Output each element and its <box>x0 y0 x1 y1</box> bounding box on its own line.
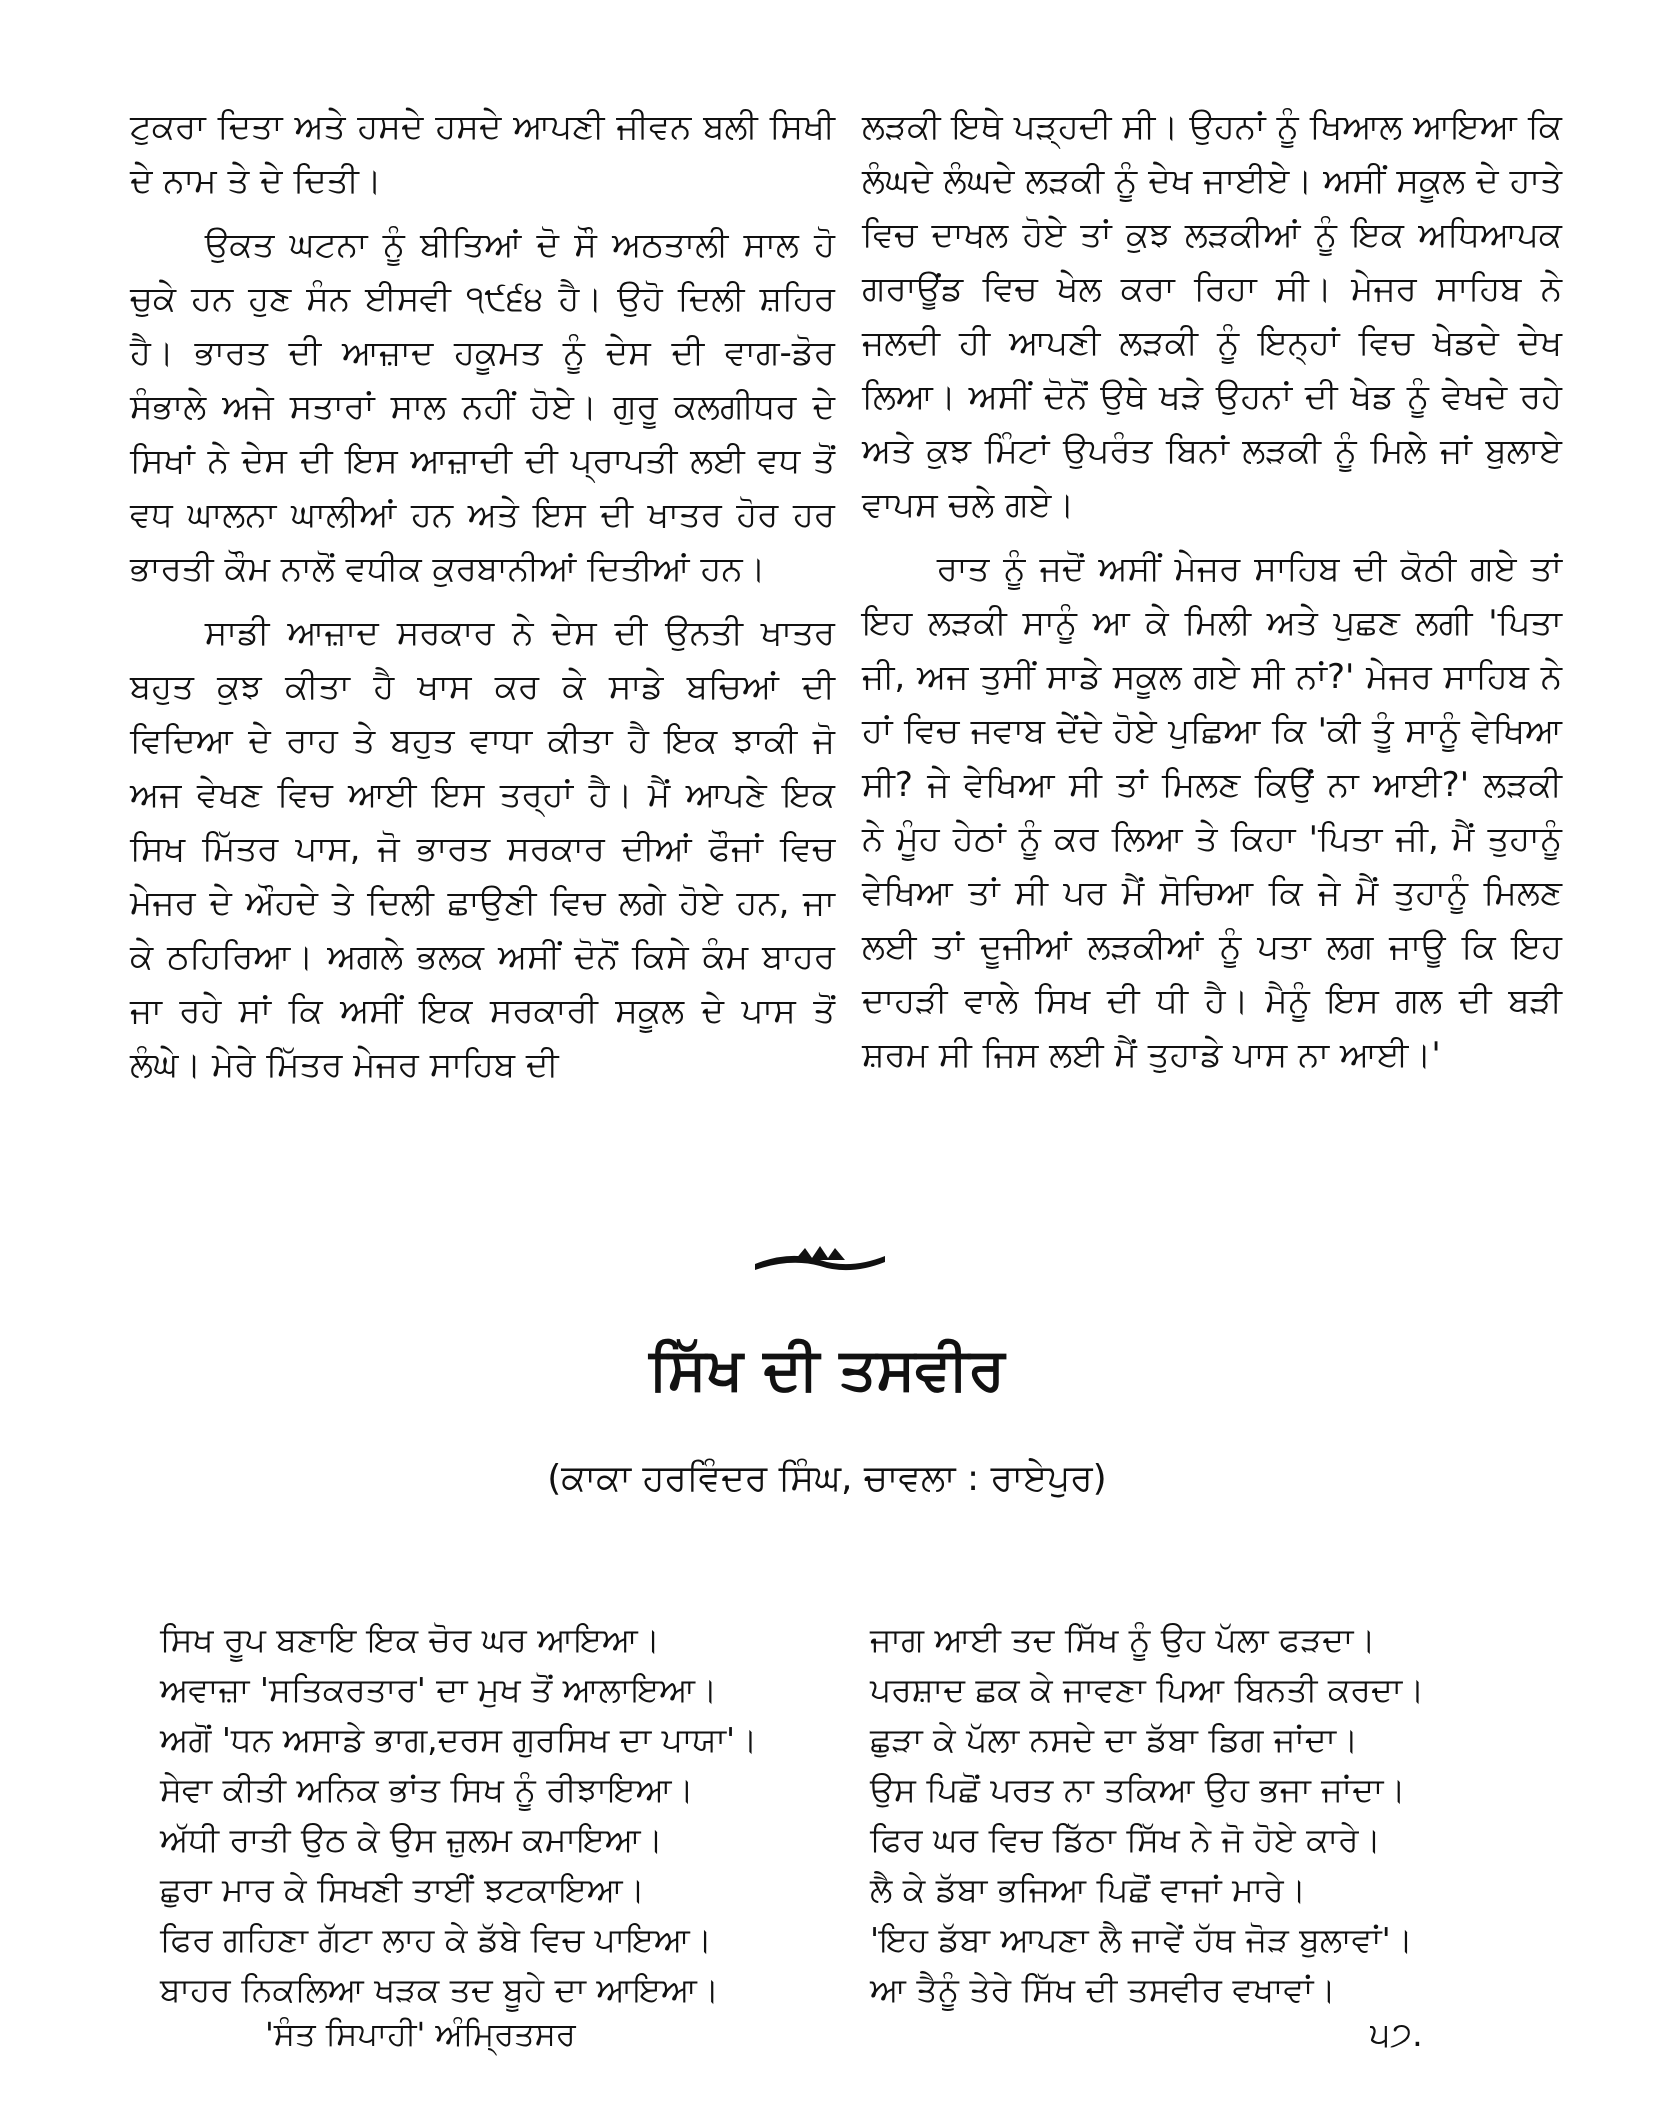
poem-line: ਫਿਰ ਗਹਿਣਾ ਗੱਟਾ ਲਾਹ ਕੇ ਡੱਬੇ ਵਿਚ ਪਾਇਆ। <box>160 1920 713 1959</box>
poem-line: ਫਿਰ ਘਰ ਵਿਚ ਡਿੱਠਾ ਸਿੱਖ ਨੇ ਜੋ ਹੋਏ ਕਾਰੇ। <box>870 1820 1381 1859</box>
poem-right-stanza <box>870 1615 1424 2015</box>
poem-line: ਬਾਹਰ ਨਿਕਲਿਆ ਖੜਕ ਤਦ ਬੂਹੇ ਦਾ ਆਇਆ। <box>160 1970 720 2009</box>
poem-line: ਛੁਰਾ ਮਾਰ ਕੇ ਸਿਖਣੀ ਤਾਈਂ ਝਟਕਾਇਆ। <box>160 1870 645 1909</box>
article-paragraph: ਸਾਡੀ ਆਜ਼ਾਦ ਸਰਕਾਰ ਨੇ ਦੇਸ ਦੀ ਉਨਤੀ ਖਾਤਰ ਬਹੁਤ ਕੁਝ ਕੀਤਾ ਹੈ ਖਾਸ ਕਰ ਕੇ ਸਾਡੇ ਬਚਿਆਂ ਦੀ ਵਿਦਿਆ ਦੇ ਰਾਹ ਤੇ ਬਹੁਤ ਵਾਧਾ ਕੀਤਾ ਹੈ ਇਕ ਝਾਕੀ ਜੋ ਅਜ ਵੇਖਣ ਵਿਚ ਆਈ ਇਸ ਤਰ੍ਹਾਂ ਹੈ। ਮੈਂ ਆਪਣੇ ਇਕ ਸਿਖ ਮਿੱਤਰ ਪਾਸ, ਜੋ ਭਾਰਤ ਸਰਕਾਰ ਦੀਆਂ ਫੌਜਾਂ ਵਿਚ ਮੇਜਰ ਦੇ ਔਹਦੇ ਤੇ ਦਿਲੀ ਛਾਉਣੀ ਵਿਚ ਲਗੇ ਹੋਏ ਹਨ, ਜਾ ਕੇ ਠਹਿਰਿਆ। ਅਗਲੇ ਭਲਕ ਅਸੀਂ ਦੋਨੋਂ ਕਿਸੇ ਕੰਮ ਬਾਹਰ ਜਾ ਰਹੇ ਸਾਂ ਕਿ ਅਸੀਂ ਇਕ ਸਰਕਾਰੀ ਸਕੂਲ ਦੇ ਪਾਸ ਤੋਂ ਲੰਘੇ। ਮੇਰੇ ਮਿੱਤਰ ਮੇਜਰ ਸਾਹਿਬ ਦੀ <box>130 613 835 1085</box>
article-paragraph: ਟੁਕਰਾ ਦਿਤਾ ਅਤੇ ਹਸਦੇ ਹਸਦੇ ਆਪਣੀ ਜੀਵਨ ਬਲੀ ਸਿਖੀ ਦੇ ਨਾਮ ਤੇ ਦੇ ਦਿਤੀ। <box>130 107 835 201</box>
page-number: ੫੭. <box>1370 2015 1423 2055</box>
poem-line: ਆ ਤੈਨੂੰ ਤੇਰੇ ਸਿੱਖ ਦੀ ਤਸਵੀਰ ਵਖਾਵਾਂ। <box>870 1970 1336 2009</box>
ornament-divider <box>750 1240 890 1280</box>
poem-line: ਅਗੋਂ 'ਧਨ ਅਸਾਡੇ ਭਾਗ,ਦਰਸ ਗੁਰਸਿਖ ਦਾ ਪਾਯਾ'। <box>160 1720 758 1759</box>
poem-line: ਉਸ ਪਿਛੋਂ ਪਰਤ ਨਾ ਤਕਿਆ ਉਹ ਭਜਾ ਜਾਂਦਾ। <box>870 1770 1406 1809</box>
article-right-column <box>862 100 1562 1082</box>
poem-title: ਸਿੱਖ ਦੀ ਤਸਵੀਰ <box>649 1335 1005 1403</box>
poem-line: ਲੈ ਕੇ ਡੱਬਾ ਭਜਿਆ ਪਿਛੋਂ ਵਾਜਾਂ ਮਾਰੇ। <box>870 1870 1306 1909</box>
poem-line: ਜਾਗ ਆਈ ਤਦ ਸਿੱਖ ਨੂੰ ਉਹ ਪੱਲਾ ਫੜਦਾ। <box>870 1620 1376 1659</box>
article-paragraph: ਲੜਕੀ ਇਥੇ ਪੜ੍ਹਦੀ ਸੀ। ਉਹਨਾਂ ਨੂੰ ਖਿਆਲ ਆਇਆ ਕਿ ਲੰਘਦੇ ਲੰਘਦੇ ਲੜਕੀ ਨੂੰ ਦੇਖ ਜਾਈਏ। ਅਸੀਂ ਸਕੂਲ ਦੇ ਹਾਤੇ ਵਿਚ ਦਾਖਲ ਹੋਏ ਤਾਂ ਕੁਝ ਲੜਕੀਆਂ ਨੂੰ ਇਕ ਅਧਿਆਪਕ ਗਰਾਊਂਡ ਵਿਚ ਖੇਲ ਕਰਾ ਰਿਹਾ ਸੀ। ਮੇਜਰ ਸਾਹਿਬ ਨੇ ਜਲਦੀ ਹੀ ਆਪਣੀ ਲੜਕੀ ਨੂੰ ਇਨ੍ਹਾਂ ਵਿਚ ਖੇਡਦੇ ਦੇਖ ਲਿਆ। ਅਸੀਂ ਦੋਨੋਂ ਉਥੇ ਖੜੇ ਉਹਨਾਂ ਦੀ ਖੇਡ ਨੂੰ ਵੇਖਦੇ ਰਹੇ ਅਤੇ ਕੁਝ ਮਿੰਟਾਂ ਉਪਰੰਤ ਬਿਨਾਂ ਲੜਕੀ ਨੂੰ ਮਿਲੇ ਜਾਂ ਬੁਲਾਏ ਵਾਪਸ ਚਲੇ ਗਏ। <box>862 107 1562 525</box>
poem-line: ਅਵਾਜ਼ਾ 'ਸਤਿਕਰਤਾਰ' ਦਾ ਮੁਖ ਤੋਂ ਆਲਾਇਆ। <box>160 1670 718 1709</box>
poem-left-stanza <box>160 1615 757 2015</box>
article-left-column <box>130 100 835 1092</box>
poem-line: ਪਰਸ਼ਾਦ ਛਕ ਕੇ ਜਾਵਣਾ ਪਿਆ ਬਿਨਤੀ ਕਰਦਾ। <box>870 1670 1425 1709</box>
poem-line: ਸਿਖ ਰੂਪ ਬਣਾਇ ਇਕ ਚੋਰ ਘਰ ਆਇਆ। <box>160 1620 661 1659</box>
poem-author: (ਕਾਕਾ ਹਰਵਿੰਦਰ ਸਿੰਘ, ਚਾਵਲਾ : ਰਾਏਪੁਰ) <box>547 1458 1107 1499</box>
poem-line: ਸੇਵਾ ਕੀਤੀ ਅਨਿਕ ਭਾਂਤ ਸਿਖ ਨੂੰ ਰੀਝਾਇਆ। <box>160 1770 694 1809</box>
poem-line: 'ਇਹ ਡੱਬਾ ਆਪਣਾ ਲੈ ਜਾਵੇਂ ਹੱਥ ਜੋੜ ਬੁਲਾਵਾਂ'। <box>870 1920 1413 1959</box>
article-paragraph: ਉਕਤ ਘਟਨਾ ਨੂੰ ਬੀਤਿਆਂ ਦੋ ਸੌ ਅਠਤਾਲੀ ਸਾਲ ਹੋ ਚੁਕੇ ਹਨ ਹੁਣ ਸੰਨ ਈਸਵੀ ੧੯੬੪ ਹੈ। ਉਹੋ ਦਿਲੀ ਸ਼ਹਿਰ ਹੈ। ਭਾਰਤ ਦੀ ਆਜ਼ਾਦ ਹਕੂਮਤ ਨੂੰ ਦੇਸ ਦੀ ਵਾਗ-ਡੋਰ ਸੰਭਾਲੇ ਅਜੇ ਸਤਾਰਾਂ ਸਾਲ ਨਹੀਂ ਹੋਏ। ਗੁਰੂ ਕਲਗੀਧਰ ਦੇ ਸਿਖਾਂ ਨੇ ਦੇਸ ਦੀ ਇਸ ਆਜ਼ਾਦੀ ਦੀ ਪ੍ਰਾਪਤੀ ਲਈ ਵਧ ਤੋਂ ਵਧ ਘਾਲਨਾ ਘਾਲੀਆਂ ਹਨ ਅਤੇ ਇਸ ਦੀ ਖਾਤਰ ਹੋਰ ਹਰ ਭਾਰਤੀ ਕੌਮ ਨਾਲੋਂ ਵਧੀਕ ਕੁਰਬਾਨੀਆਂ ਦਿਤੀਆਂ ਹਨ। <box>130 225 835 589</box>
poem-line: ਅੱਧੀ ਰਾਤੀ ਉਠ ਕੇ ਉਸ ਜ਼ੁਲਮ ਕਮਾਇਆ। <box>160 1820 663 1859</box>
article-paragraph: ਰਾਤ ਨੂੰ ਜਦੋਂ ਅਸੀਂ ਮੇਜਰ ਸਾਹਿਬ ਦੀ ਕੋਠੀ ਗਏ ਤਾਂ ਇਹ ਲੜਕੀ ਸਾਨੂੰ ਆ ਕੇ ਮਿਲੀ ਅਤੇ ਪੁਛਣ ਲਗੀ 'ਪਿਤਾ ਜੀ, ਅਜ ਤੁਸੀਂ ਸਾਡੇ ਸਕੂਲ ਗਏ ਸੀ ਨਾਂ?' ਮੇਜਰ ਸਾਹਿਬ ਨੇ ਹਾਂ ਵਿਚ ਜਵਾਬ ਦੇਂਦੇ ਹੋਏ ਪੁਛਿਆ ਕਿ 'ਕੀ ਤੂੰ ਸਾਨੂੰ ਵੇਖਿਆ ਸੀ? ਜੇ ਵੇਖਿਆ ਸੀ ਤਾਂ ਮਿਲਣ ਕਿਉਂ ਨਾ ਆਈ?' ਲੜਕੀ ਨੇ ਮੂੰਹ ਹੇਠਾਂ ਨੂੰ ਕਰ ਲਿਆ ਤੇ ਕਿਹਾ 'ਪਿਤਾ ਜੀ, ਮੈਂ ਤੁਹਾਨੂੰ ਵੇਖਿਆ ਤਾਂ ਸੀ ਪਰ ਮੈਂ ਸੋਚਿਆ ਕਿ ਜੇ ਮੈਂ ਤੁਹਾਨੂੰ ਮਿਲਣ ਲਈ ਤਾਂ ਦੂਜੀਆਂ ਲੜਕੀਆਂ ਨੂੰ ਪਤਾ ਲਗ ਜਾਊ ਕਿ ਇਹ ਦਾਹੜੀ ਵਾਲੇ ਸਿਖ ਦੀ ਧੀ ਹੈ। ਮੈਨੂੰ ਇਸ ਗਲ ਦੀ ਬੜੀ ਸ਼ਰਮ ਸੀ ਜਿਸ ਲਈ ਮੈਂ ਤੁਹਾਡੇ ਪਾਸ ਨਾ ਆਈ।' <box>862 549 1562 1075</box>
poem-line: ਛੁੜਾ ਕੇ ਪੱਲਾ ਨਸਦੇ ਦਾ ਡੱਬਾ ਡਿਗ ਜਾਂਦਾ। <box>870 1720 1359 1759</box>
magazine-source: 'ਸੰਤ ਸਿਪਾਹੀ' ਅੰਮ੍ਰਿਤਸਰ <box>265 2015 576 2053</box>
